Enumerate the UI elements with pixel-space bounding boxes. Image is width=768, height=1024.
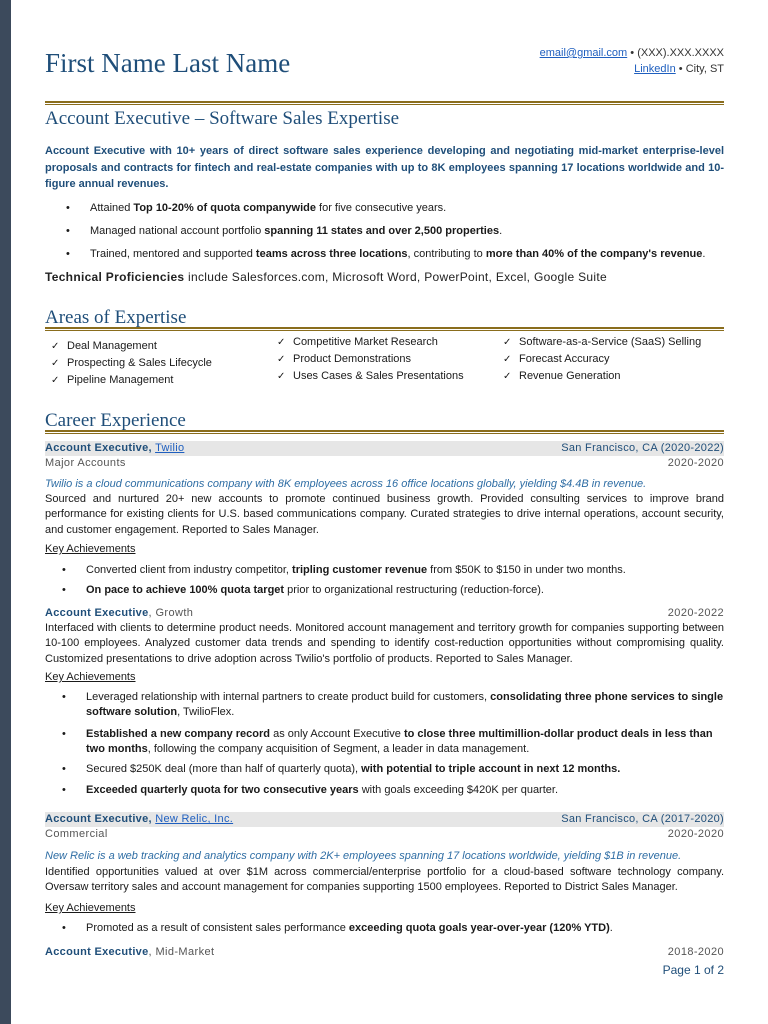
list-item: ✓ Competitive Market Research [271, 335, 496, 352]
career-title: Career Experience [45, 410, 186, 431]
checkmark-icon: ✓ [51, 375, 60, 386]
list-item: • Leveraged relationship with internal partners to create product build for customers, consolidating three phone services to single software solution, TwilioFlex. [62, 691, 724, 719]
technical-proficiencies [45, 270, 607, 284]
list-item: • Promoted as a result of consistent sales performance exceeding quota goals year-over-year (120% YTD). [45, 921, 724, 941]
list-item: • Trained, mentored and supported teams across three locations, contributing to more than 40% of the company's revenue. [45, 247, 724, 270]
summary-intro: Account Executive with 10+ years of direct software sales experience developing and negotiating mid-market enterprise-level proposals and contracts for fintech and real-estate companies with up to 8K employees spanning 17 locations worldwide and 10-figure annual revenues. [45, 145, 724, 190]
expertise-column-2 [271, 335, 496, 386]
twilio-achievements [45, 563, 724, 603]
key-achievements-label: Key Achievements [45, 543, 136, 555]
contact-line-1 [540, 46, 724, 61]
tech-text: include Salesforces.com, Microsoft Word, PowerPoint, Excel, Google Suite [184, 270, 607, 284]
expertise-column-1 [45, 337, 270, 388]
summary-title: Account Executive – Software Sales Expertise [45, 108, 400, 129]
role-title: Account Executive [45, 607, 149, 619]
midmarket-dates: 2018-2020 [667, 946, 724, 958]
growth-description: Interfaced with clients to determine product needs. Monitored account management and territory growth for companies supporting between 10-100 employees. Analyzed customer data trends and spending to identify cost-reduction opportunities without compromising quality. Customized presentations to drive adoption across Twilio's portfolio of products. Reported to Sales Manager. [45, 622, 724, 665]
expertise-rule [45, 327, 724, 331]
role-title: Account Executive [45, 946, 149, 958]
separator: • [630, 47, 635, 59]
list-item: ✓ Uses Cases & Sales Presentations [271, 369, 496, 386]
twilio-about: Twilio is a cloud communications company with 8K employees across 16 office locations globally, yielding $4.4B in revenue. [45, 478, 647, 490]
checkmark-icon: ✓ [51, 341, 60, 352]
page-number: Page 1 of 2 [662, 963, 724, 977]
newrelic-role [45, 812, 233, 827]
newrelic-description: Identified opportunities valued at over $1M across commercial/enterprise portfolio for a cloud-based software technology company. Oversaw territory sales and account management for companies supporting 1500 employees. Reported to District Sales Manager. [45, 866, 724, 894]
key-achievements-label: Key Achievements [45, 671, 136, 683]
list-item: ✓ Deal Management [45, 339, 270, 356]
candidate-name: First Name Last Name [45, 48, 291, 78]
contact-line-2 [634, 62, 724, 77]
growth-dates: 2020-2022 [667, 607, 724, 619]
checkmark-icon: ✓ [277, 337, 286, 348]
bullet-icon: • [66, 225, 70, 237]
growth-role [45, 606, 193, 621]
checkmark-icon: ✓ [277, 371, 286, 382]
header-rule [45, 101, 724, 105]
expertise-title: Areas of Expertise [45, 307, 187, 328]
bullet-icon: • [66, 202, 70, 214]
list-item: • Attained Top 10-20% of quota companywide for five consecutive years. [45, 201, 724, 224]
email-link[interactable]: email@gmail.com [539, 47, 628, 59]
role-title: Account Executive, [45, 813, 152, 825]
newrelic-achievements [45, 921, 724, 941]
list-item: • Secured $250K deal (more than half of quarterly quota), with potential to triple account in next 12 months. [45, 762, 724, 783]
company-link-twilio[interactable]: Twilio [155, 442, 185, 454]
expertise-column-3 [497, 335, 724, 386]
twilio-subrole-dates: 2020-2020 [667, 457, 724, 469]
bullet-icon: • [62, 922, 66, 934]
linkedin-link[interactable]: LinkedIn [634, 63, 676, 75]
bullet-icon: • [62, 784, 66, 796]
location: City, ST [685, 63, 724, 75]
summary-bullets [45, 201, 724, 270]
twilio-location: San Francisco, CA (2020-2022) [561, 442, 724, 454]
newrelic-location: San Francisco, CA (2017-2020) [561, 813, 724, 825]
midmarket-role [45, 945, 214, 960]
list-item: • Established a new company record as only Account Executive to close three multimillion-dollar product deals in less than two months, following the company acquisition of Segment, a leader in data management. [62, 728, 713, 756]
resume-page [45, 0, 724, 1024]
checkmark-icon: ✓ [503, 371, 512, 382]
company-link-newrelic[interactable]: New Relic, Inc. [155, 813, 234, 825]
list-item: ✓ Pipeline Management [45, 373, 270, 390]
list-item: • Converted client from industry competitor, tripling customer revenue from $50K to $150 in under two months. [45, 563, 724, 583]
checkmark-icon: ✓ [51, 358, 60, 369]
bullet-icon: • [62, 691, 66, 703]
list-item: • Exceeded quarterly quota for two consecutive years with goals exceeding $420K per quarter. [45, 783, 724, 803]
checkmark-icon: ✓ [503, 337, 512, 348]
tech-label: Technical Proficiencies [45, 270, 185, 284]
phone: (XXX).XXX.XXXX [637, 47, 724, 59]
list-item: • On pace to achieve 100% quota target prior to organizational restructuring (reduction-force). [45, 583, 724, 603]
list-item: ✓ Forecast Accuracy [497, 352, 724, 369]
career-rule [45, 430, 724, 434]
list-item: ✓ Revenue Generation [497, 369, 724, 386]
list-item: ✓ Product Demonstrations [271, 352, 496, 369]
twilio-role [45, 441, 184, 456]
list-item: • Managed national account portfolio spanning 11 states and over 2,500 properties. [45, 224, 724, 247]
role-subtitle: , Growth [148, 607, 194, 619]
list-item: ✓ Software-as-a-Service (SaaS) Selling [497, 335, 724, 352]
bullet-icon: • [62, 584, 66, 596]
key-achievements-label: Key Achievements [45, 902, 136, 914]
checkmark-icon: ✓ [503, 354, 512, 365]
newrelic-about: New Relic is a web tracking and analytics company with 2K+ employees spanning 17 locations worldwide, yielding $1B in revenue. [45, 850, 682, 862]
bullet-icon: • [66, 248, 70, 260]
bullet-icon: • [62, 763, 66, 775]
separator: • [678, 63, 683, 75]
list-item: ✓ Prospecting & Sales Lifecycle [45, 356, 270, 373]
bullet-icon: • [62, 728, 66, 740]
role-title: Account Executive, [45, 442, 152, 454]
checkmark-icon: ✓ [277, 354, 286, 365]
role-subtitle: , Mid-Market [148, 946, 215, 958]
twilio-description: Sourced and nurtured 20+ new accounts to promote continued business growth. Provided consulting services to improve brand performance for existing clients for U.S. based communications company. Curated strategies to drive internal operations, account security, and customer engagement. Reported to Sales Manager. [45, 493, 724, 536]
newrelic-subrole: Commercial [45, 828, 108, 840]
bullet-icon: • [62, 564, 66, 576]
newrelic-subrole-dates: 2020-2020 [667, 828, 724, 840]
twilio-subrole: Major Accounts [45, 457, 126, 469]
growth-achievements [45, 690, 724, 803]
left-accent-bar [0, 0, 11, 1024]
